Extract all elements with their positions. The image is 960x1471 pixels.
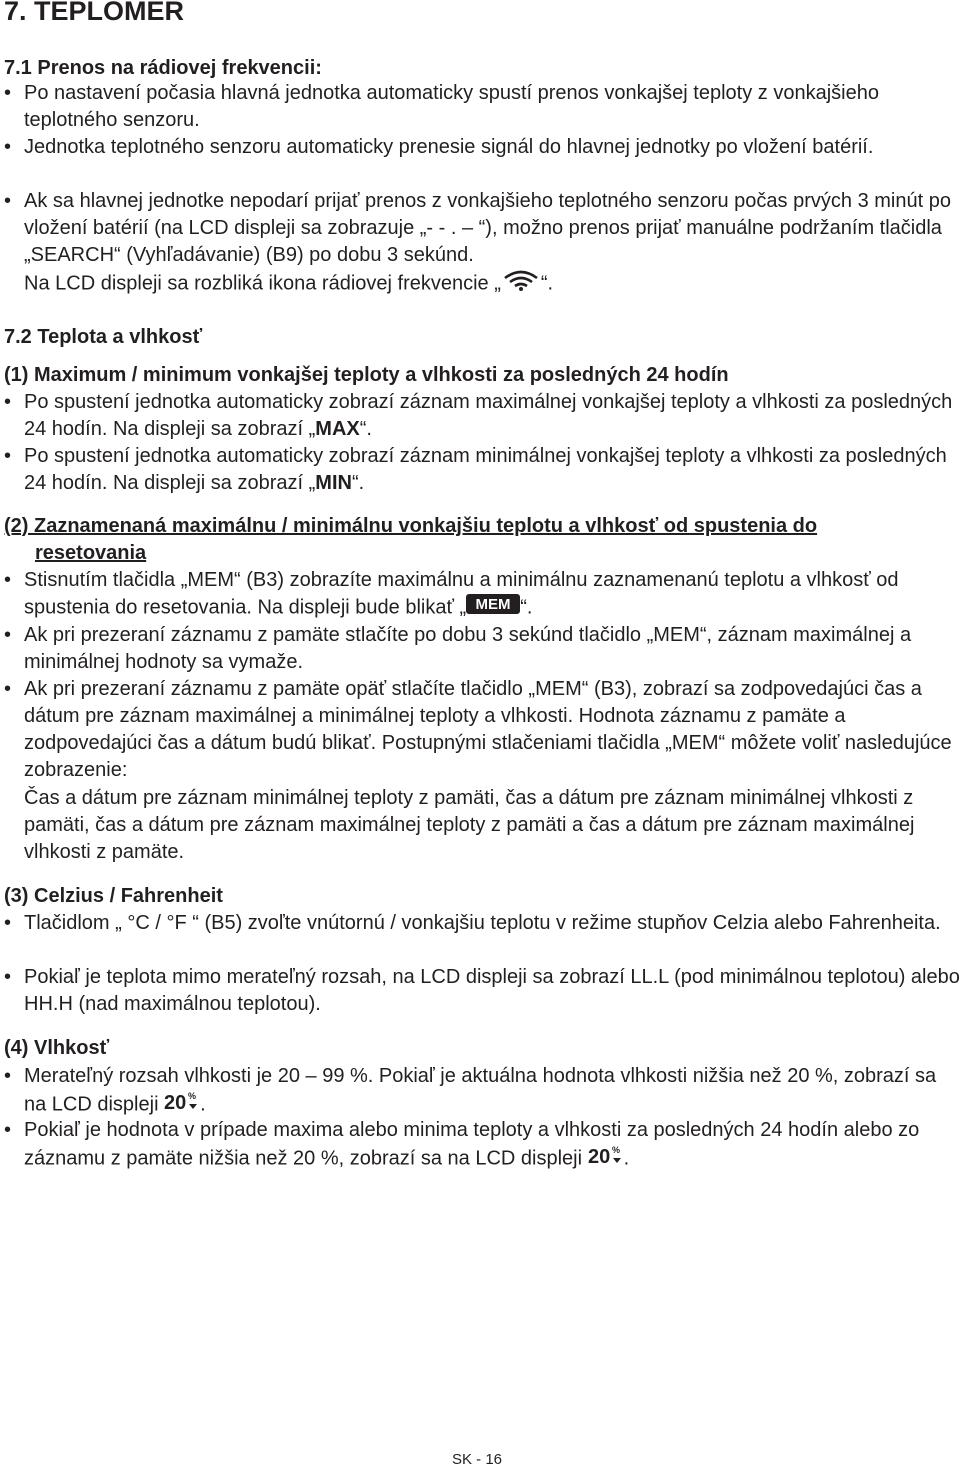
- svg-text:%: %: [611, 1145, 620, 1155]
- lcd-20-percent-icon: [588, 1144, 624, 1174]
- svg-text:20: 20: [164, 1092, 187, 1112]
- subsection-3-title: (3) Celzius / Fahrenheit: [4, 885, 223, 907]
- list-item: • Pokiaľ je hodnota v prípade maxima alebo minima teploty a vlhkosti za posledných 24 hodín alebo zo záznamu z pamäte nižšia než 20 %, zobrazí sa na LCD displeji 20 % .: [4, 1117, 960, 1174]
- list-item: • Po spustení jednotka automaticky zobrazí záznam maximálnej vonkajšej teploty a vlhkosti za posledných 24 hodín. Na displeji sa zobrazí „MAX“.: [4, 391, 953, 440]
- section-7-1-title: 7.1 Prenos na rádiovej frekvencii:: [4, 57, 322, 79]
- list-item: • Po spustení jednotka automaticky zobrazí záznam minimálnej vonkajšej teploty a vlhkosti za posledných 24 hodín. Na displeji sa zobrazí „MIN“.: [4, 445, 947, 494]
- page-number: SK - 16: [452, 1451, 503, 1468]
- list-item: • Merateľný rozsah vlhkosti je 20 – 99 %. Pokiaľ je aktuálna hodnota vlhkosti nižšia než 20 %, zobrazí sa na LCD displeji 20 % .: [4, 1063, 960, 1120]
- page-heading: 7. TEPLOMER: [4, 0, 185, 26]
- subsection-4-title: (4) Vlhkosť: [4, 1037, 110, 1059]
- list-item: • Po nastavení počasia hlavná jednotka automaticky spustí prenos vonkajšej teploty z vonkajšieho teplotného senzoru.: [4, 82, 879, 131]
- list-item: • Pokiaľ je teplota mimo merateľný rozsah, na LCD displeji sa zobrazí LL.L (pod minimálnou teplotou) alebo HH.H (nad maximálnou teplotou).: [4, 966, 960, 1015]
- list-item: • Ak sa hlavnej jednotke nepodarí prijať prenos z vonkajšieho teplotného senzoru počas prvých 3 minút po vložení batérií (na LCD displeji sa zobrazuje „- - . – “), možno prenos prijať manuálne podržaním tlačidla „SEARCH“ (Vyhľadávanie) (B9) po dobu 3 sekúnd.: [4, 190, 951, 266]
- lcd-20-percent-icon: [164, 1090, 200, 1120]
- list-item: • Ak pri prezeraní záznamu z pamäte opäť stlačíte tlačidlo „MEM“ (B3), zobrazí sa zodpovedajúci čas a dátum pre záznam maximálnej a minimálnej teploty a vlhkosti. Hodnota záznamu z pamäte a zodpovedajúci čas a dátum budú blikať. Postupnými stlačeniami tlačidla „MEM“ môžete voliť nasledujúce zobrazenie:: [4, 678, 952, 781]
- list-item: • Ak pri prezeraní záznamu z pamäte stlačíte po dobu 3 sekúnd tlačidlo „MEM“, záznam maximálnej a minimálnej hodnoty sa vymaže.: [4, 624, 912, 673]
- list-item: • Tlačidlom „ °C / °F “ (B5) zvoľte vnútornú / vonkajšiu teplotu v režime stupňov Celzia alebo Fahrenheita.: [4, 912, 941, 934]
- mem-icon: [466, 594, 520, 622]
- svg-text:20: 20: [587, 1146, 610, 1166]
- subsection-2-title: (2) Zaznamenaná maximálnu / minimálnu vonkajšiu teplotu a vlhkosť od spustenia do resetovania: [4, 515, 818, 564]
- svg-text:%: %: [188, 1091, 197, 1101]
- rf-signal-icon: [501, 269, 541, 299]
- section-7-2-title: 7.2 Teplota a vlhkosť: [4, 326, 203, 348]
- list-item-continuation: Čas a dátum pre záznam minimálnej teploty z pamäti, čas a dátum pre záznam minimálnej vlhkosti z pamäti, čas a dátum pre záznam maximálnej teploty z pamäti a čas a dátum pre záznam maximálnej vlhkosti z pamäte.: [24, 787, 915, 863]
- svg-text:MEM: MEM: [475, 596, 511, 613]
- rf-paragraph: Na LCD displeji sa rozbliká ikona rádiovej frekvencie „ “.: [24, 269, 960, 299]
- list-item: • Jednotka teplotného senzoru automaticky prenesie signál do hlavnej jednotky po vložení batérií.: [4, 136, 874, 158]
- subsection-1-title: (1) Maximum / minimum vonkajšej teploty a vlhkosti za posledných 24 hodín: [4, 364, 729, 386]
- list-item: • Stisnutím tlačidla „MEM“ (B3) zobrazíte maximálnu a minimálnu zaznamenanú teplotu a vlhkosť od spustenia do resetovania. Na displeji bude blikať „ MEM “.: [4, 567, 960, 622]
